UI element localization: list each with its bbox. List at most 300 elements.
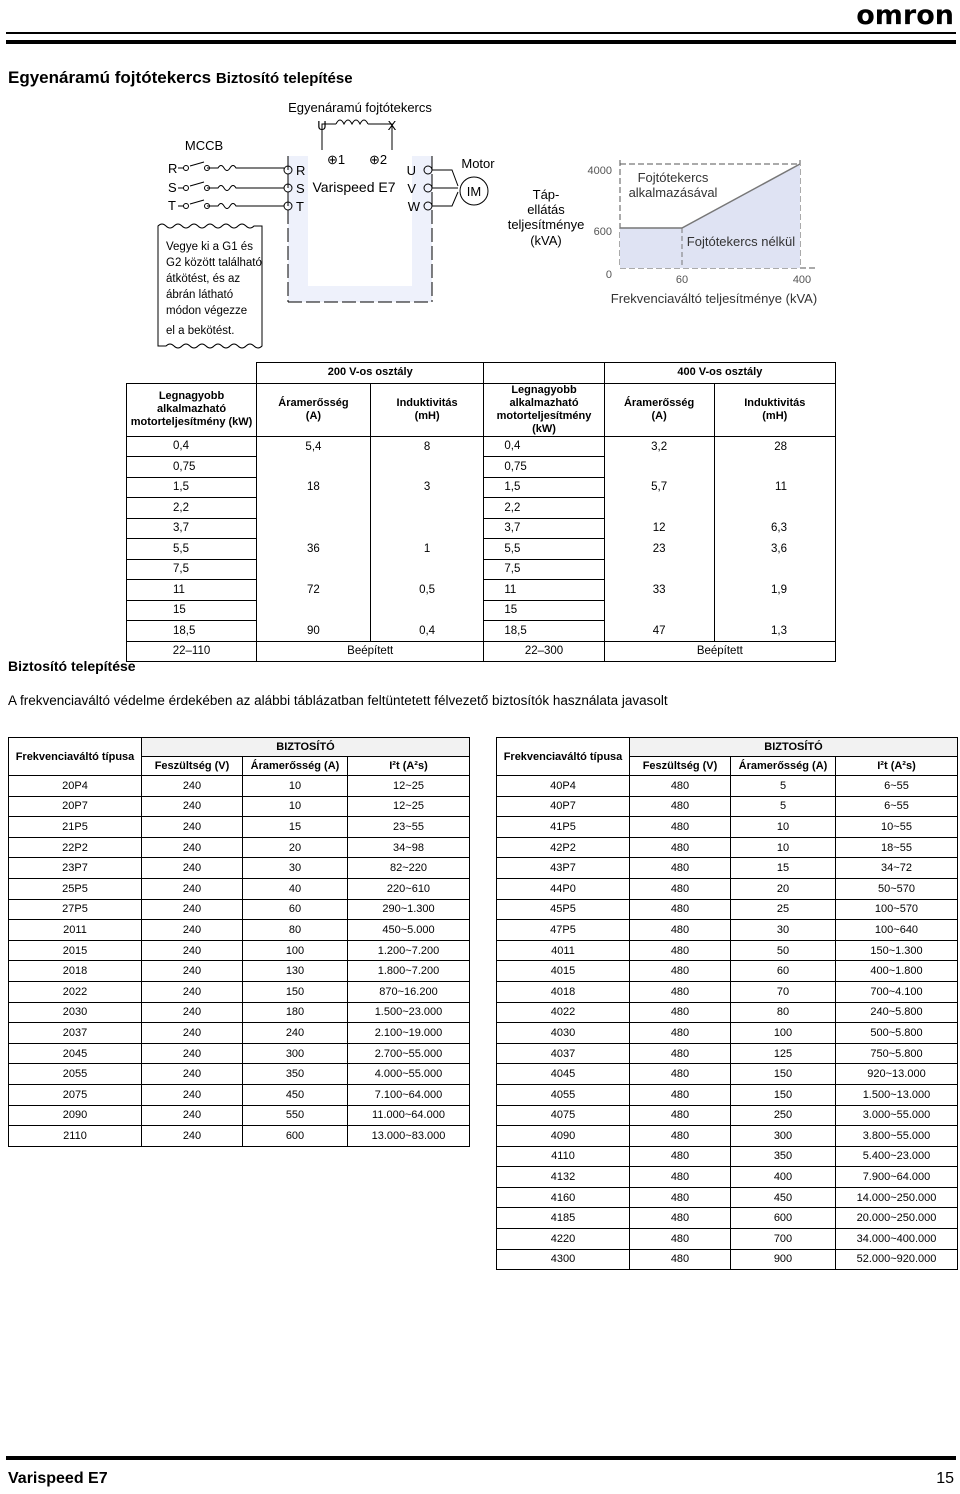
- table-cell: 1.500~23.000: [348, 1002, 470, 1023]
- table-cell: 10~55: [836, 817, 958, 838]
- table-cell: 480: [630, 961, 731, 982]
- table-row: [497, 1167, 958, 1188]
- table-cell: 6,3: [714, 518, 835, 539]
- chart-ylabel-4: (kVA): [530, 233, 562, 248]
- table-cell: 23P7: [9, 858, 142, 879]
- header-type: Frekvenciaváltó típusa: [497, 738, 630, 776]
- table-cell: 40: [243, 878, 348, 899]
- table-cell: 15: [484, 600, 604, 621]
- table-cell: 4090: [497, 1126, 630, 1147]
- hm2: alkalmazható: [156, 403, 227, 415]
- table-cell: 4018: [497, 981, 630, 1002]
- table-cell: 480: [630, 837, 731, 858]
- table-cell: 3,7: [127, 518, 257, 539]
- table-cell: 240: [142, 817, 243, 838]
- table-cell: 5.400~23.000: [836, 1146, 958, 1167]
- table-cell: 240: [142, 837, 243, 858]
- table-row: [497, 817, 958, 838]
- note-line-4: ábrán látható: [166, 289, 234, 301]
- table-cell: Beépített: [604, 641, 835, 662]
- table-cell: 350: [243, 1064, 348, 1085]
- reactor-table: [126, 362, 836, 662]
- table-cell: 7,5: [484, 559, 604, 580]
- table-cell: 450~5.000: [348, 920, 470, 941]
- table-cell: 4132: [497, 1167, 630, 1188]
- table-cell: 100: [243, 940, 348, 961]
- table-cell: 34~98: [348, 837, 470, 858]
- table-row: [497, 920, 958, 941]
- table-cell: 2030: [9, 1002, 142, 1023]
- table-cell: 7.900~64.000: [836, 1167, 958, 1188]
- table-row: [9, 1043, 470, 1064]
- table-row: [127, 539, 836, 560]
- table-cell: 480: [630, 878, 731, 899]
- table-cell: 28: [714, 436, 835, 457]
- table-row: [497, 940, 958, 961]
- fuse-description: A frekvenciaváltó védelme érdekében az alábbi táblázatban feltüntetett félvezető biztosítók használata javasolt: [8, 693, 668, 708]
- table-cell: 2055: [9, 1064, 142, 1085]
- table-cell: 870~16.200: [348, 981, 470, 1002]
- table-cell: 22P2: [9, 837, 142, 858]
- hm1: Legnagyobb: [511, 383, 577, 396]
- table-cell: 5: [731, 776, 836, 797]
- table-cell: 480: [630, 920, 731, 941]
- table-row: [9, 1126, 470, 1147]
- header-motor-400: [484, 383, 604, 436]
- title-main: Egyenáramú fojtótekercs: [8, 68, 212, 87]
- table-cell: 25: [731, 899, 836, 920]
- motor-symbol: IM: [466, 184, 482, 199]
- table-cell: 480: [630, 940, 731, 961]
- table-cell: 2015: [9, 940, 142, 961]
- table-cell: 480: [630, 1167, 731, 1188]
- chart-xlabel: Frekvenciaváltó teljesítménye (kVA): [610, 291, 818, 306]
- table-cell: 2,2: [484, 498, 604, 519]
- table-cell: 480: [630, 1105, 731, 1126]
- table-cell: 480: [630, 1126, 731, 1147]
- table-cell: 4075: [497, 1105, 630, 1126]
- header-rule: [6, 32, 956, 34]
- table-cell: 50~570: [836, 878, 958, 899]
- table-cell: 3,7: [484, 518, 604, 539]
- hc1: Áramerősség: [278, 396, 349, 409]
- header-current: Áramerősség (A): [731, 757, 836, 776]
- title-sub: Biztosító telepítése: [215, 70, 353, 87]
- table-cell: 20: [243, 837, 348, 858]
- table-cell: 4037: [497, 1043, 630, 1064]
- table-cell: 240: [142, 1126, 243, 1147]
- table-cell: 10: [243, 796, 348, 817]
- table-cell: 0,4: [484, 436, 604, 457]
- table-cell: 750~5.800: [836, 1043, 958, 1064]
- table-cell: [257, 559, 371, 580]
- table-cell: 12: [604, 518, 714, 539]
- reactor-table-body: [127, 436, 836, 641]
- table-row: [497, 1064, 958, 1085]
- table-row: [9, 920, 470, 941]
- table-cell: 500~5.800: [836, 1023, 958, 1044]
- table-cell: 20: [731, 878, 836, 899]
- terminal-2: ⊕2: [368, 152, 388, 167]
- table-cell: 18,5: [127, 621, 257, 642]
- table-cell: 4030: [497, 1023, 630, 1044]
- table-cell: 22–110: [127, 641, 257, 662]
- table-cell: [257, 600, 371, 621]
- inverter-label: Varispeed E7: [312, 179, 396, 195]
- table-cell: 700: [731, 1229, 836, 1250]
- table-cell: 480: [630, 981, 731, 1002]
- table-row: [497, 796, 958, 817]
- table-cell: 240: [142, 981, 243, 1002]
- hm2: alkalmazható: [509, 396, 579, 409]
- table-cell: 3.800~55.000: [836, 1126, 958, 1147]
- table-cell: 40P4: [497, 776, 630, 797]
- table-cell: 300: [731, 1126, 836, 1147]
- chart-ylabel-2: ellátás: [527, 202, 565, 217]
- table-cell: [604, 559, 714, 580]
- table-cell: 4015: [497, 961, 630, 982]
- table-cell: [714, 498, 835, 519]
- table-cell: 4110: [497, 1146, 630, 1167]
- table-cell: 6~55: [836, 776, 958, 797]
- page-number: 15: [936, 1470, 954, 1487]
- table-cell: 4055: [497, 1084, 630, 1105]
- header-type: Frekvenciaváltó típusa: [9, 738, 142, 776]
- table-row: [9, 776, 470, 797]
- table-cell: 240: [142, 1043, 243, 1064]
- table-cell: 450: [731, 1187, 836, 1208]
- table-cell: 240: [142, 776, 243, 797]
- dc-reactor-title: Egyenáramú fojtótekercs: [288, 100, 432, 115]
- table-cell: 15: [731, 858, 836, 879]
- header-current-400: [604, 383, 714, 436]
- table-cell: 220~610: [348, 878, 470, 899]
- note-line-2: G2 között található: [166, 257, 262, 269]
- hi1: Induktivitás: [396, 396, 458, 409]
- table-cell: [257, 457, 371, 478]
- table-cell: 350: [731, 1146, 836, 1167]
- table-cell: 3.000~55.000: [836, 1105, 958, 1126]
- header-i2t: I²t (A²s): [348, 757, 470, 776]
- table-cell: 240: [142, 961, 243, 982]
- spacer: [484, 363, 604, 384]
- table-row: [497, 1146, 958, 1167]
- table-row: [497, 1126, 958, 1147]
- table-cell: 18~55: [836, 837, 958, 858]
- table-cell: 900: [731, 1249, 836, 1270]
- y-tick-0: 0: [605, 269, 612, 281]
- table-cell: [257, 498, 371, 519]
- table-cell: 240: [142, 796, 243, 817]
- table-cell: 920~13.000: [836, 1064, 958, 1085]
- table-cell: 40P7: [497, 796, 630, 817]
- header-current-200: [257, 383, 371, 436]
- table-row: [127, 580, 836, 601]
- table-row: [497, 1023, 958, 1044]
- input-r: R: [168, 161, 178, 176]
- table-row: [9, 961, 470, 982]
- term-s: S: [296, 181, 305, 196]
- table-cell: 480: [630, 1084, 731, 1105]
- table-cell: 47: [604, 621, 714, 642]
- table-cell: 80: [731, 1002, 836, 1023]
- table-row: [9, 1064, 470, 1085]
- table-cell: 3: [370, 477, 484, 498]
- table-cell: 14.000~250.000: [836, 1187, 958, 1208]
- table-row: [497, 961, 958, 982]
- terminal-1: ⊕1: [326, 152, 346, 167]
- table-cell: 41P5: [497, 817, 630, 838]
- table-cell: [370, 559, 484, 580]
- table-row: [497, 858, 958, 879]
- table-cell: 52.000~920.000: [836, 1249, 958, 1270]
- header-voltage: Feszültség (V): [142, 757, 243, 776]
- table-cell: 125: [731, 1043, 836, 1064]
- table-cell: 13.000~83.000: [348, 1126, 470, 1147]
- table-cell: 7.100~64.000: [348, 1084, 470, 1105]
- table-cell: [604, 498, 714, 519]
- table-cell: [604, 600, 714, 621]
- region-without: Fojtótekercs nélkül: [686, 234, 796, 249]
- table-cell: 480: [630, 796, 731, 817]
- table-cell: 2011: [9, 920, 142, 941]
- spacer: [127, 363, 257, 384]
- table-cell: 240: [142, 899, 243, 920]
- table-row: [497, 1002, 958, 1023]
- table-row: [497, 1043, 958, 1064]
- table-cell: 1.800~7.200: [348, 961, 470, 982]
- reactor-u: U: [317, 118, 327, 133]
- table-cell: [604, 457, 714, 478]
- table-row: [9, 1084, 470, 1105]
- reactor-x: X: [387, 118, 397, 133]
- table-row: [9, 1105, 470, 1126]
- table-cell: 20P4: [9, 776, 142, 797]
- table-row: [9, 837, 470, 858]
- hc2: (A): [305, 409, 322, 422]
- header-current: Áramerősség (A): [243, 757, 348, 776]
- hc2: (A): [651, 409, 667, 422]
- table-row: [127, 600, 836, 621]
- table-cell: [714, 457, 835, 478]
- table-cell: 5,5: [484, 539, 604, 560]
- table-cell: 12~25: [348, 776, 470, 797]
- table-row: [127, 559, 836, 580]
- table-cell: 60: [243, 899, 348, 920]
- table-cell: 240: [142, 1084, 243, 1105]
- x-tick-400: 400: [792, 274, 812, 286]
- hm3: motorteljesítmény (kW): [496, 409, 592, 435]
- table-cell: 80: [243, 920, 348, 941]
- table-cell: 34.000~400.000: [836, 1229, 958, 1250]
- table-row: [497, 878, 958, 899]
- table-cell: 600: [243, 1126, 348, 1147]
- table-cell: 550: [243, 1105, 348, 1126]
- table-cell: 33: [604, 580, 714, 601]
- table-cell: 47P5: [497, 920, 630, 941]
- table-cell: 2,2: [127, 498, 257, 519]
- hm1: Legnagyobb: [158, 390, 225, 402]
- table-cell: 480: [630, 776, 731, 797]
- table-row: [497, 1249, 958, 1270]
- table-cell: 5,5: [127, 539, 257, 560]
- table-cell: 400~1.800: [836, 961, 958, 982]
- hc1: Áramerősség: [623, 396, 695, 409]
- table-cell: 450: [243, 1084, 348, 1105]
- table-cell: 100: [731, 1023, 836, 1044]
- table-cell: 10: [243, 776, 348, 797]
- table-cell: 240: [142, 858, 243, 879]
- table-cell: 36: [257, 539, 371, 560]
- table-cell: 0,4: [127, 436, 257, 457]
- motor-label: Motor: [461, 156, 495, 171]
- footer-rule: [6, 1456, 956, 1460]
- table-cell: 4300: [497, 1249, 630, 1270]
- chart-ylabel-1: Táp-: [532, 187, 560, 202]
- table-cell: 3,2: [604, 436, 714, 457]
- table-cell: 2110: [9, 1126, 142, 1147]
- table-cell: 4045: [497, 1064, 630, 1085]
- table-cell: 30: [243, 858, 348, 879]
- header-fuse: BIZTOSÍTÓ: [142, 738, 470, 757]
- table-cell: 43P7: [497, 858, 630, 879]
- table-cell: 10: [731, 837, 836, 858]
- table-cell: 3,6: [714, 539, 835, 560]
- table-cell: 42P2: [497, 837, 630, 858]
- table-cell: 480: [630, 1208, 731, 1229]
- table-row: [497, 776, 958, 797]
- table-cell: 700~4.100: [836, 981, 958, 1002]
- table-cell: 480: [630, 1064, 731, 1085]
- footer-product: Varispeed E7: [8, 1470, 108, 1487]
- table-cell: 0,5: [370, 580, 484, 601]
- table-row: [9, 940, 470, 961]
- table-cell: 480: [630, 899, 731, 920]
- table-cell: 30: [731, 920, 836, 941]
- table-row: [497, 981, 958, 1002]
- table-cell: 90: [257, 621, 371, 642]
- table-cell: 4022: [497, 1002, 630, 1023]
- y-tick-4000: 4000: [587, 165, 612, 177]
- table-row: [9, 817, 470, 838]
- table-cell: [714, 600, 835, 621]
- table-row: [127, 498, 836, 519]
- table-cell: 480: [630, 858, 731, 879]
- table-row: [127, 436, 836, 457]
- table-cell: 480: [630, 1229, 731, 1250]
- table-cell: 1,5: [484, 477, 604, 498]
- table-cell: 1,5: [127, 477, 257, 498]
- table-cell: [370, 457, 484, 478]
- table-cell: 480: [630, 1002, 731, 1023]
- table-cell: 70: [731, 981, 836, 1002]
- table-cell: 15: [127, 600, 257, 621]
- table-cell: 240: [142, 1064, 243, 1085]
- note-line-5: módon végezze: [166, 305, 248, 317]
- table-cell: 72: [257, 580, 371, 601]
- header-i2t: I²t (A²s): [836, 757, 958, 776]
- table-cell: 11.000~64.000: [348, 1105, 470, 1126]
- table-cell: 1: [370, 539, 484, 560]
- table-row: [497, 1187, 958, 1208]
- table-row: [497, 837, 958, 858]
- table-cell: 18: [257, 477, 371, 498]
- table-cell: 5,4: [257, 436, 371, 457]
- table-row: [497, 1084, 958, 1105]
- table-cell: 240: [142, 1105, 243, 1126]
- table-row: [9, 858, 470, 879]
- mccb-label: MCCB: [184, 138, 224, 153]
- table-cell: 11: [714, 477, 835, 498]
- out-w: W: [407, 199, 420, 214]
- hi2: (mH): [762, 409, 788, 422]
- table-cell: 480: [630, 1187, 731, 1208]
- table-cell: 44P0: [497, 878, 630, 899]
- table-cell: 150: [731, 1064, 836, 1085]
- table-cell: 240: [142, 920, 243, 941]
- table-cell: 2075: [9, 1084, 142, 1105]
- page-title: [8, 68, 353, 88]
- input-s: S: [168, 180, 177, 195]
- table-cell: 12~25: [348, 796, 470, 817]
- table-row: [9, 878, 470, 899]
- table-cell: 4185: [497, 1208, 630, 1229]
- table-cell: 130: [243, 961, 348, 982]
- table-cell: 2018: [9, 961, 142, 982]
- table-cell: 21P5: [9, 817, 142, 838]
- out-u: U: [406, 163, 416, 178]
- x-tick-60: 60: [675, 274, 689, 286]
- term-t: T: [296, 199, 304, 214]
- table-cell: 100~640: [836, 920, 958, 941]
- table-cell: 180: [243, 1002, 348, 1023]
- region-with-2: alkalmazásával: [628, 185, 718, 200]
- table-row: [497, 1105, 958, 1126]
- chart-ylabel-3: teljesítménye: [507, 217, 585, 232]
- note-line-3: átkötést, és az: [166, 273, 241, 285]
- table-cell: 1,3: [714, 621, 835, 642]
- header-voltage: Feszültség (V): [630, 757, 731, 776]
- table-cell: 23: [604, 539, 714, 560]
- table-cell: 150~1.300: [836, 940, 958, 961]
- table-cell: 4.000~55.000: [348, 1064, 470, 1085]
- table-row: [127, 518, 836, 539]
- y-tick-600: 600: [593, 226, 612, 238]
- table-cell: 60: [731, 961, 836, 982]
- fuse-heading: Biztosító telepítése: [8, 658, 136, 674]
- table-cell: 480: [630, 1043, 731, 1064]
- note-line-6: el a bekötést.: [166, 325, 235, 337]
- table-cell: 480: [630, 1146, 731, 1167]
- table-cell: 300: [243, 1043, 348, 1064]
- group-200v: 200 V-os osztály: [257, 363, 484, 384]
- table-cell: 240: [142, 1023, 243, 1044]
- table-cell: 100~570: [836, 899, 958, 920]
- table-cell: 20P7: [9, 796, 142, 817]
- table-cell: 11: [127, 580, 257, 601]
- table-cell: 22–300: [484, 641, 604, 662]
- header-fuse: BIZTOSÍTÓ: [630, 738, 958, 757]
- table-cell: 1,9: [714, 580, 835, 601]
- table-row: [497, 899, 958, 920]
- region-with-1: Fojtótekercs: [637, 170, 709, 185]
- header-motor-200: [127, 383, 257, 436]
- table-cell: 600: [731, 1208, 836, 1229]
- hi1: Induktivitás: [744, 396, 806, 409]
- table-cell: 0,75: [484, 457, 604, 478]
- fuse-400-body: [497, 776, 958, 1270]
- table-cell: 50: [731, 940, 836, 961]
